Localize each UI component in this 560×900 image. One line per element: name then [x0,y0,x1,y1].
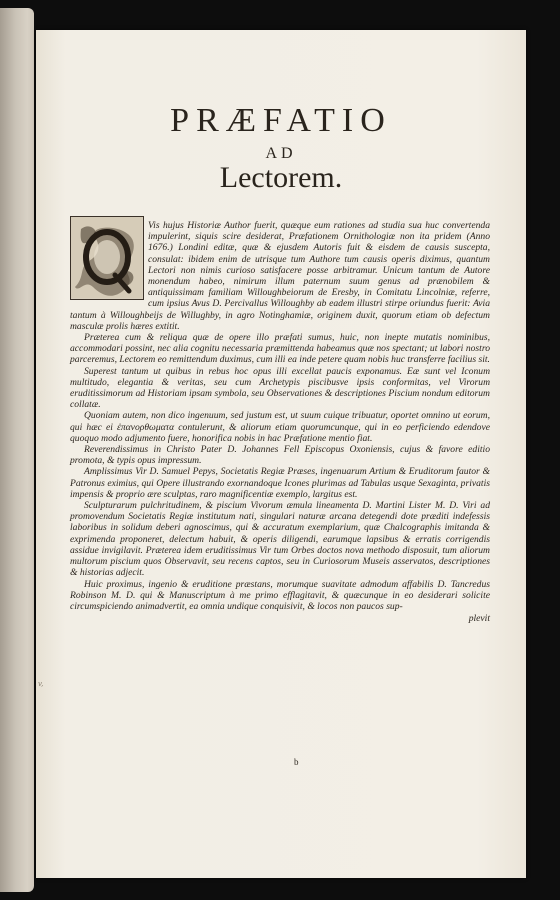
page-title: PRÆFATIO [170,102,392,139]
preface-body [70,220,490,624]
book-page [36,30,526,878]
facing-page-edge [0,8,34,892]
signature-mark: b [294,757,299,767]
paragraph: Amplissimus Vir D. Samuel Pepys, Societatis Regiæ Præses, ingenuarum Artium & Eruditorum fautor & Patronus eximius, qui Opere illustrando exornandoque Icones plurimas ad Tabulas usque Sexaginta, privatis impensis & proprio ære sculptas, raro magnificentiæ exemplo, largitus est. [70,466,490,500]
margin-mark: v, [38,680,44,688]
paragraph: Huic proximus, ingenio & eruditione præstans, morumque suavitate admodum affabilis D. Tancredus Robinson M. D. qui & Manuscriptum à me primo efflagitavit, & quæcunque in eo desiderari solicite circumspiciendo animadvertit, ea omnia undique conquisivit, & locos non paucos sup- [70,578,490,612]
paragraph: Præterea cum & reliqua quæ de opere illo præfati sumus, huic, non inepte mutatis nominibus, accommodari possint, nec alia cognitu necessaria præmittenda habeamus quæ nos spectant; ut labori nostro parceremus, Lectorem eo remittendum duximus, cum illi ea inde petere quam nobis huc transferre facilius sit. [70,332,490,366]
paragraph: Quoniam autem, non dico ingenuum, sed justum est, ut suum cuique tribuatur, oportet omnino ut eorum, qui hæc ei ἐπανορθωματα contulerunt, & aliorum etiam quorumcunque, qui in eo perficiendo edendove quoquo modo adjumento fuere, honorifica nobis in hac Præfatione mentio fiat. [70,410,490,444]
paragraph: Sculpturarum pulchritudinem, & piscium Vivorum æmula lineamenta D. Martini Lister M. D. Viri ad promovendum Societatis Regiæ institutum nati, singulari naturæ arcana detegendi dote præditi indefessis laboribus in solidum deberi agnoscimus, qui & accuratum exemplarium, quæ Chalcographis imitanda & exprimenda proponeret, delectum habuit, & operis diligendi, earumque lapsibus & erratis corrigendis assidue invigilavit. Præterea idem eruditissimus Vir tum Orbes doctos nova methodo disposuit, tum aliorum multorum piscium quos Observavit, seu recens captos, seu in Curiosorum Museis asservatos, descriptiones & historias adjecit. [70,500,490,579]
paragraph: Reverendissimus in Christo Pater D. Johannes Fell Episcopus Oxoniensis, cujus & favore editio promota, & typis opus impressum. [70,444,490,467]
paragraph: Vis hujus Historiæ Author fuerit, quæque eum rationes ad studia sua huc convertenda impulerint, siquis scire desiderat, Præfationem Ornithologiæ non ita pridem (Anno 1676.) Londini editæ, quæ & ejusdem Autoris fuit & eisdem de causis suscepta, consulat: ibidem enim de utrisque tum Authore tum causis operis diximus, quantum Lectori non nimis curioso satisfacere posse arbitramur. Unicum tantum de Autore monendum habeo, nimirum illum paternum suum genus ad prænobilem & antiquissimam familiam Willoughbeiorum de Eresby, in Comitatu Lincolniæ, referre, cum ipsius Avus D. Percivallus Willoughby ab eadem illustri stirpe oriundus fuerit: Avia tantum à Willoughbeijs de Willughby, in agro Notinghamiæ, originem duxit, quorum etiam ob defectum masculæ prolis hæres extitit. [70,220,490,332]
subtitle-ad: AD [265,145,297,162]
paragraph: Superest tantum ut quibus in rebus hoc opus illi excellat paucis exponamus. Eæ sunt vel Iconum multitudo, elegantia & veritas, seu cum Archetypis piscibusve ipsis conformitas, vel Virorum eruditissimorum ad Historiam ipsam symbola, seu Observationes & descriptiones Piscium nondum editorum collatæ. [70,365,490,411]
catchword: plevit [468,613,490,625]
subtitle-lectorem: Lectorem. [219,161,343,194]
